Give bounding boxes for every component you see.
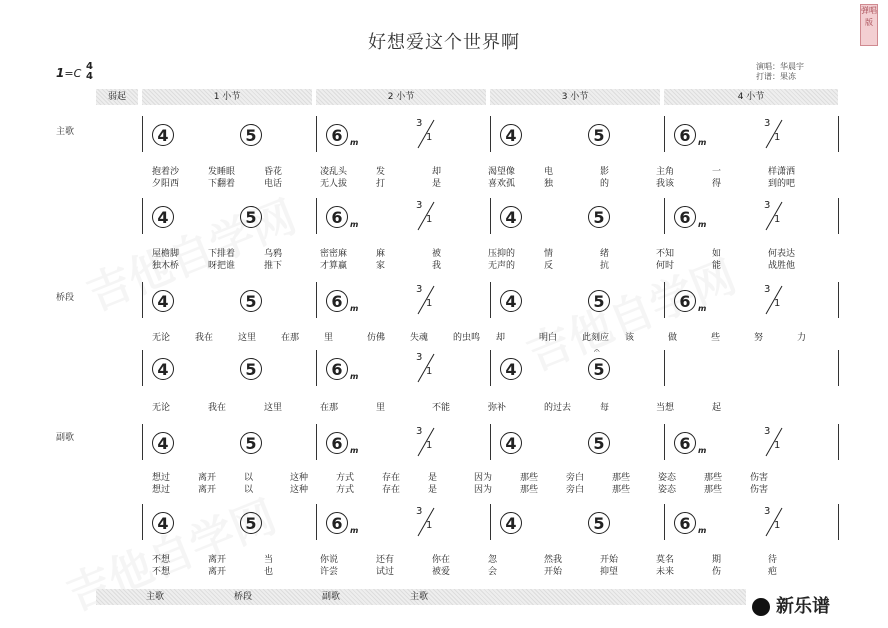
lyric-word: 战胜他 [768,261,796,271]
chord-a-icon: 4 [500,124,522,146]
chord-a-icon: 4 [152,358,174,380]
lyric-word: 此刻应 [582,333,610,343]
lyric-word: 疤 [768,567,778,577]
lyric-word: 姿态 [658,473,677,483]
chord-a-icon: 4 [500,206,522,228]
lyric-word: 电话 [264,179,283,189]
chord-c-icon: 6 [674,206,696,228]
lyric-word: 压抑的 [488,249,516,259]
lyric-word: 无声的 [488,261,516,271]
lyric-word: 待 [768,555,778,565]
minor-mark: m [350,372,359,381]
bar-line [142,424,143,460]
lyric-word: 发睡眼 [208,167,236,177]
lyric-word: 会 [488,567,498,577]
lyric-word: 绪 [600,249,610,259]
chord-b-icon: 5 [240,290,262,312]
bar-line [838,198,839,234]
lyric-word: 里 [376,403,386,413]
lyric-word: 里 [324,333,334,343]
lyric-word: 不想 [152,555,171,565]
lyric-word: 不能 [432,403,451,413]
measure-label: 3 小节 [490,89,660,105]
lyric-word: 能 [712,261,722,271]
chord-a-icon: 4 [152,206,174,228]
lyric-word: 昏花 [264,167,283,177]
pickup-label: 弱起 [96,89,138,105]
lyric-word: 然我 [544,555,563,565]
chord-a-icon: 4 [500,512,522,534]
lyric-word: 当想 [656,403,675,413]
lyric-word: 以 [244,473,254,483]
lyric-word: 些 [711,333,721,343]
lyric-word: 当 [264,555,274,565]
key-signature: 1=C [56,66,82,80]
chord-a-icon: 4 [152,290,174,312]
lyric-word: 打 [376,179,386,189]
lyric-word: 旁白 [566,473,585,483]
lyric-word: 在那 [320,403,339,413]
lyric-word: 何时 [656,261,675,271]
bar-line [316,350,317,386]
lyric-word: 抱着沙 [152,167,180,177]
bar-line [490,282,491,318]
lyric-word: 无论 [152,403,171,413]
bar-line [316,282,317,318]
chord-a-icon: 4 [500,358,522,380]
chord-a-icon: 4 [152,124,174,146]
bar-line [316,504,317,540]
bar-line [838,350,839,386]
minor-mark: m [350,446,359,455]
lyric-word: 麻 [376,249,386,259]
lyric-word: 试过 [376,567,395,577]
chord-b-icon: 5 [588,290,610,312]
measure-label: 4 小节 [664,89,838,105]
lyric-word: 那些 [704,473,723,483]
bar-line [490,116,491,152]
chord-b-icon: 5 [240,358,262,380]
chord-c-icon: 6 [674,512,696,534]
lyric-word: 那些 [520,485,539,495]
bar-line [664,350,665,386]
section-verse: 主歌 [56,127,75,137]
lyric-word: 到的吧 [768,179,796,189]
lyric-word: 才算赢 [320,261,348,271]
lyric-word: 许尝 [320,567,339,577]
lyric-word: 方式 [336,473,355,483]
lyric-word: 乌鸦 [264,249,283,259]
bar-line [142,116,143,152]
lyric-word: 做 [668,333,678,343]
lyric-word: 夕阳西 [152,179,180,189]
lyric-word: 伤害 [750,473,769,483]
bar-line [490,350,491,386]
lyric-word: 存在 [382,473,401,483]
bar-line [664,504,665,540]
lyric-word: 这种 [290,485,309,495]
lyric-word: 这里 [264,403,283,413]
lyric-word: 失魂 [410,333,429,343]
lyric-word: 开始 [600,555,619,565]
section-bridge: 桥段 [56,293,75,303]
lyric-word: 该 [625,333,635,343]
chord-c-icon: 6 [326,512,348,534]
lyric-word: 一 [712,167,722,177]
lyric-word: 离开 [208,567,227,577]
chord-c-icon: 6 [674,124,696,146]
lyric-word: 独 [544,179,554,189]
minor-mark: m [350,138,359,147]
lyric-word: 我在 [208,403,227,413]
chord-c-icon: 6 [326,432,348,454]
lyric-word: 得 [712,179,722,189]
chord-c-icon: 6 [326,124,348,146]
chord-a-icon: 4 [500,290,522,312]
lyric-word: 我在 [195,333,214,343]
fermata-icon: 𝄐 [594,346,600,357]
bar-line [838,504,839,540]
lyric-word: 期 [712,555,722,565]
lyric-word: 你在 [432,555,451,565]
lyric-word: 却 [496,333,506,343]
lyric-word: 开始 [544,567,563,577]
minor-mark: m [350,526,359,535]
chord-a-icon: 4 [152,512,174,534]
chord-b-icon: 5 [240,124,262,146]
minor-mark: m [698,304,707,313]
lyric-word: 情 [544,249,554,259]
chord-b-icon: 5 [588,432,610,454]
time-signature: 4 4 [86,61,93,82]
edition-stamp: 弹唱版 [860,4,878,46]
chord-b-icon: 5 [588,358,610,380]
lyric-word: 何表达 [768,249,796,259]
lyric-word: 努 [754,333,764,343]
lyric-word: 那些 [612,473,631,483]
lyric-word: 伤害 [750,485,769,495]
lyric-word: 旁白 [566,485,585,495]
lyric-word: 这种 [290,473,309,483]
lyric-word: 莫名 [656,555,675,565]
chord-c-icon: 6 [326,358,348,380]
lyric-word: 主角 [656,167,675,177]
lyric-word: 抗 [600,261,610,271]
bar-line [142,350,143,386]
lyric-word: 样潇洒 [768,167,796,177]
bar-line [490,198,491,234]
bar-line [664,116,665,152]
chord-a-icon: 4 [500,432,522,454]
lyric-word: 我该 [656,179,675,189]
lyric-word: 离开 [198,485,217,495]
lyric-word: 抑望 [600,567,619,577]
lyric-word: 推下 [264,261,283,271]
lyric-word: 想过 [152,473,171,483]
lyric-word: 在那 [281,333,300,343]
bar-line [490,424,491,460]
lyric-word: 离开 [198,473,217,483]
bar-line [838,424,839,460]
minor-mark: m [698,138,707,147]
lyric-word: 无人拔 [320,179,348,189]
page-title: 好想爱这个世界啊 [368,32,520,53]
lyric-word: 的 [600,179,610,189]
minor-mark: m [698,526,707,535]
chord-b-icon: 5 [240,206,262,228]
form-bar [96,589,746,605]
chord-c-icon: 6 [674,290,696,312]
bar-line [316,424,317,460]
lyric-word: 明白 [539,333,558,343]
lyric-word: 却 [432,167,442,177]
section-chorus: 副歌 [56,433,75,443]
lyric-word: 存在 [382,485,401,495]
bar-line [316,198,317,234]
lyric-word: 下翻着 [208,179,236,189]
lyric-word: 我 [432,261,442,271]
lyric-word: 你说 [320,555,339,565]
lyric-word: 不想 [152,567,171,577]
lyric-word: 是 [428,473,438,483]
lyric-word: 未来 [656,567,675,577]
minor-mark: m [350,304,359,313]
minor-mark: m [698,446,707,455]
lyric-word: 是 [428,485,438,495]
lyric-word: 离开 [208,555,227,565]
lyric-word: 发 [376,167,386,177]
minor-mark: m [698,220,707,229]
chord-c-icon: 6 [326,206,348,228]
form-item: 桥段 [234,592,253,602]
bar-line [142,282,143,318]
lyric-word: 仿佛 [367,333,386,343]
lyric-word: 独木桥 [152,261,180,271]
bar-line [664,198,665,234]
lyric-word: 方式 [336,485,355,495]
chord-b-icon: 5 [240,432,262,454]
chord-c-icon: 6 [326,290,348,312]
lyric-word: 是 [432,179,442,189]
lyric-word: 如 [712,249,722,259]
lyric-word: 每 [600,403,610,413]
bar-line [142,198,143,234]
lyric-word: 反 [544,261,554,271]
lyric-word: 屋檐脚 [152,249,180,259]
lyric-word: 伤 [712,567,722,577]
chord-b-icon: 5 [588,206,610,228]
lyric-word: 的过去 [544,403,572,413]
bar-line [664,282,665,318]
lyric-word: 那些 [704,485,723,495]
form-item: 主歌 [410,592,429,602]
chord-a-icon: 4 [152,432,174,454]
bar-line [664,424,665,460]
form-item: 副歌 [322,592,341,602]
lyric-word: 呀把谁 [208,261,236,271]
lyric-word: 不知 [656,249,675,259]
bar-line [142,504,143,540]
lyric-word: 喜欢孤 [488,179,516,189]
lyric-word: 那些 [520,473,539,483]
lyric-word: 影 [600,167,610,177]
lyric-word: 下排着 [208,249,236,259]
bar-line [490,504,491,540]
measure-label: 1 小节 [142,89,312,105]
lyric-word: 电 [544,167,554,177]
bar-line [316,116,317,152]
lyric-word: 以 [244,485,254,495]
lyric-word: 姿态 [658,485,677,495]
record-icon [752,598,770,616]
lyric-word: 密密麻 [320,249,348,259]
lyric-word: 家 [376,261,386,271]
lyric-word: 渴望像 [488,167,516,177]
lyric-word: 被爱 [432,567,451,577]
lyric-word: 凌乱头 [320,167,348,177]
lyric-word: 想过 [152,485,171,495]
chord-b-icon: 5 [588,512,610,534]
form-item: 主歌 [146,592,165,602]
bar-line [838,116,839,152]
chord-c-icon: 6 [674,432,696,454]
chord-b-icon: 5 [240,512,262,534]
site-logo: 新乐谱 [752,592,880,622]
lyric-word: 起 [712,403,722,413]
lyric-word: 因为 [474,485,493,495]
lyric-word: 因为 [474,473,493,483]
credits: 演唱：华晨宇 打谱：果冻 [756,62,804,81]
lyric-word: 忽 [488,555,498,565]
minor-mark: m [350,220,359,229]
measure-label: 2 小节 [316,89,486,105]
lyric-word: 弥补 [488,403,507,413]
lyric-word: 力 [797,333,807,343]
lyric-word: 也 [264,567,274,577]
chord-b-icon: 5 [588,124,610,146]
lyric-word: 被 [432,249,442,259]
lyric-word: 那些 [612,485,631,495]
lyric-word: 这里 [238,333,257,343]
lyric-word: 无论 [152,333,171,343]
lyric-word: 还有 [376,555,395,565]
bar-line [838,282,839,318]
lyric-word: 的虫鸣 [453,333,481,343]
